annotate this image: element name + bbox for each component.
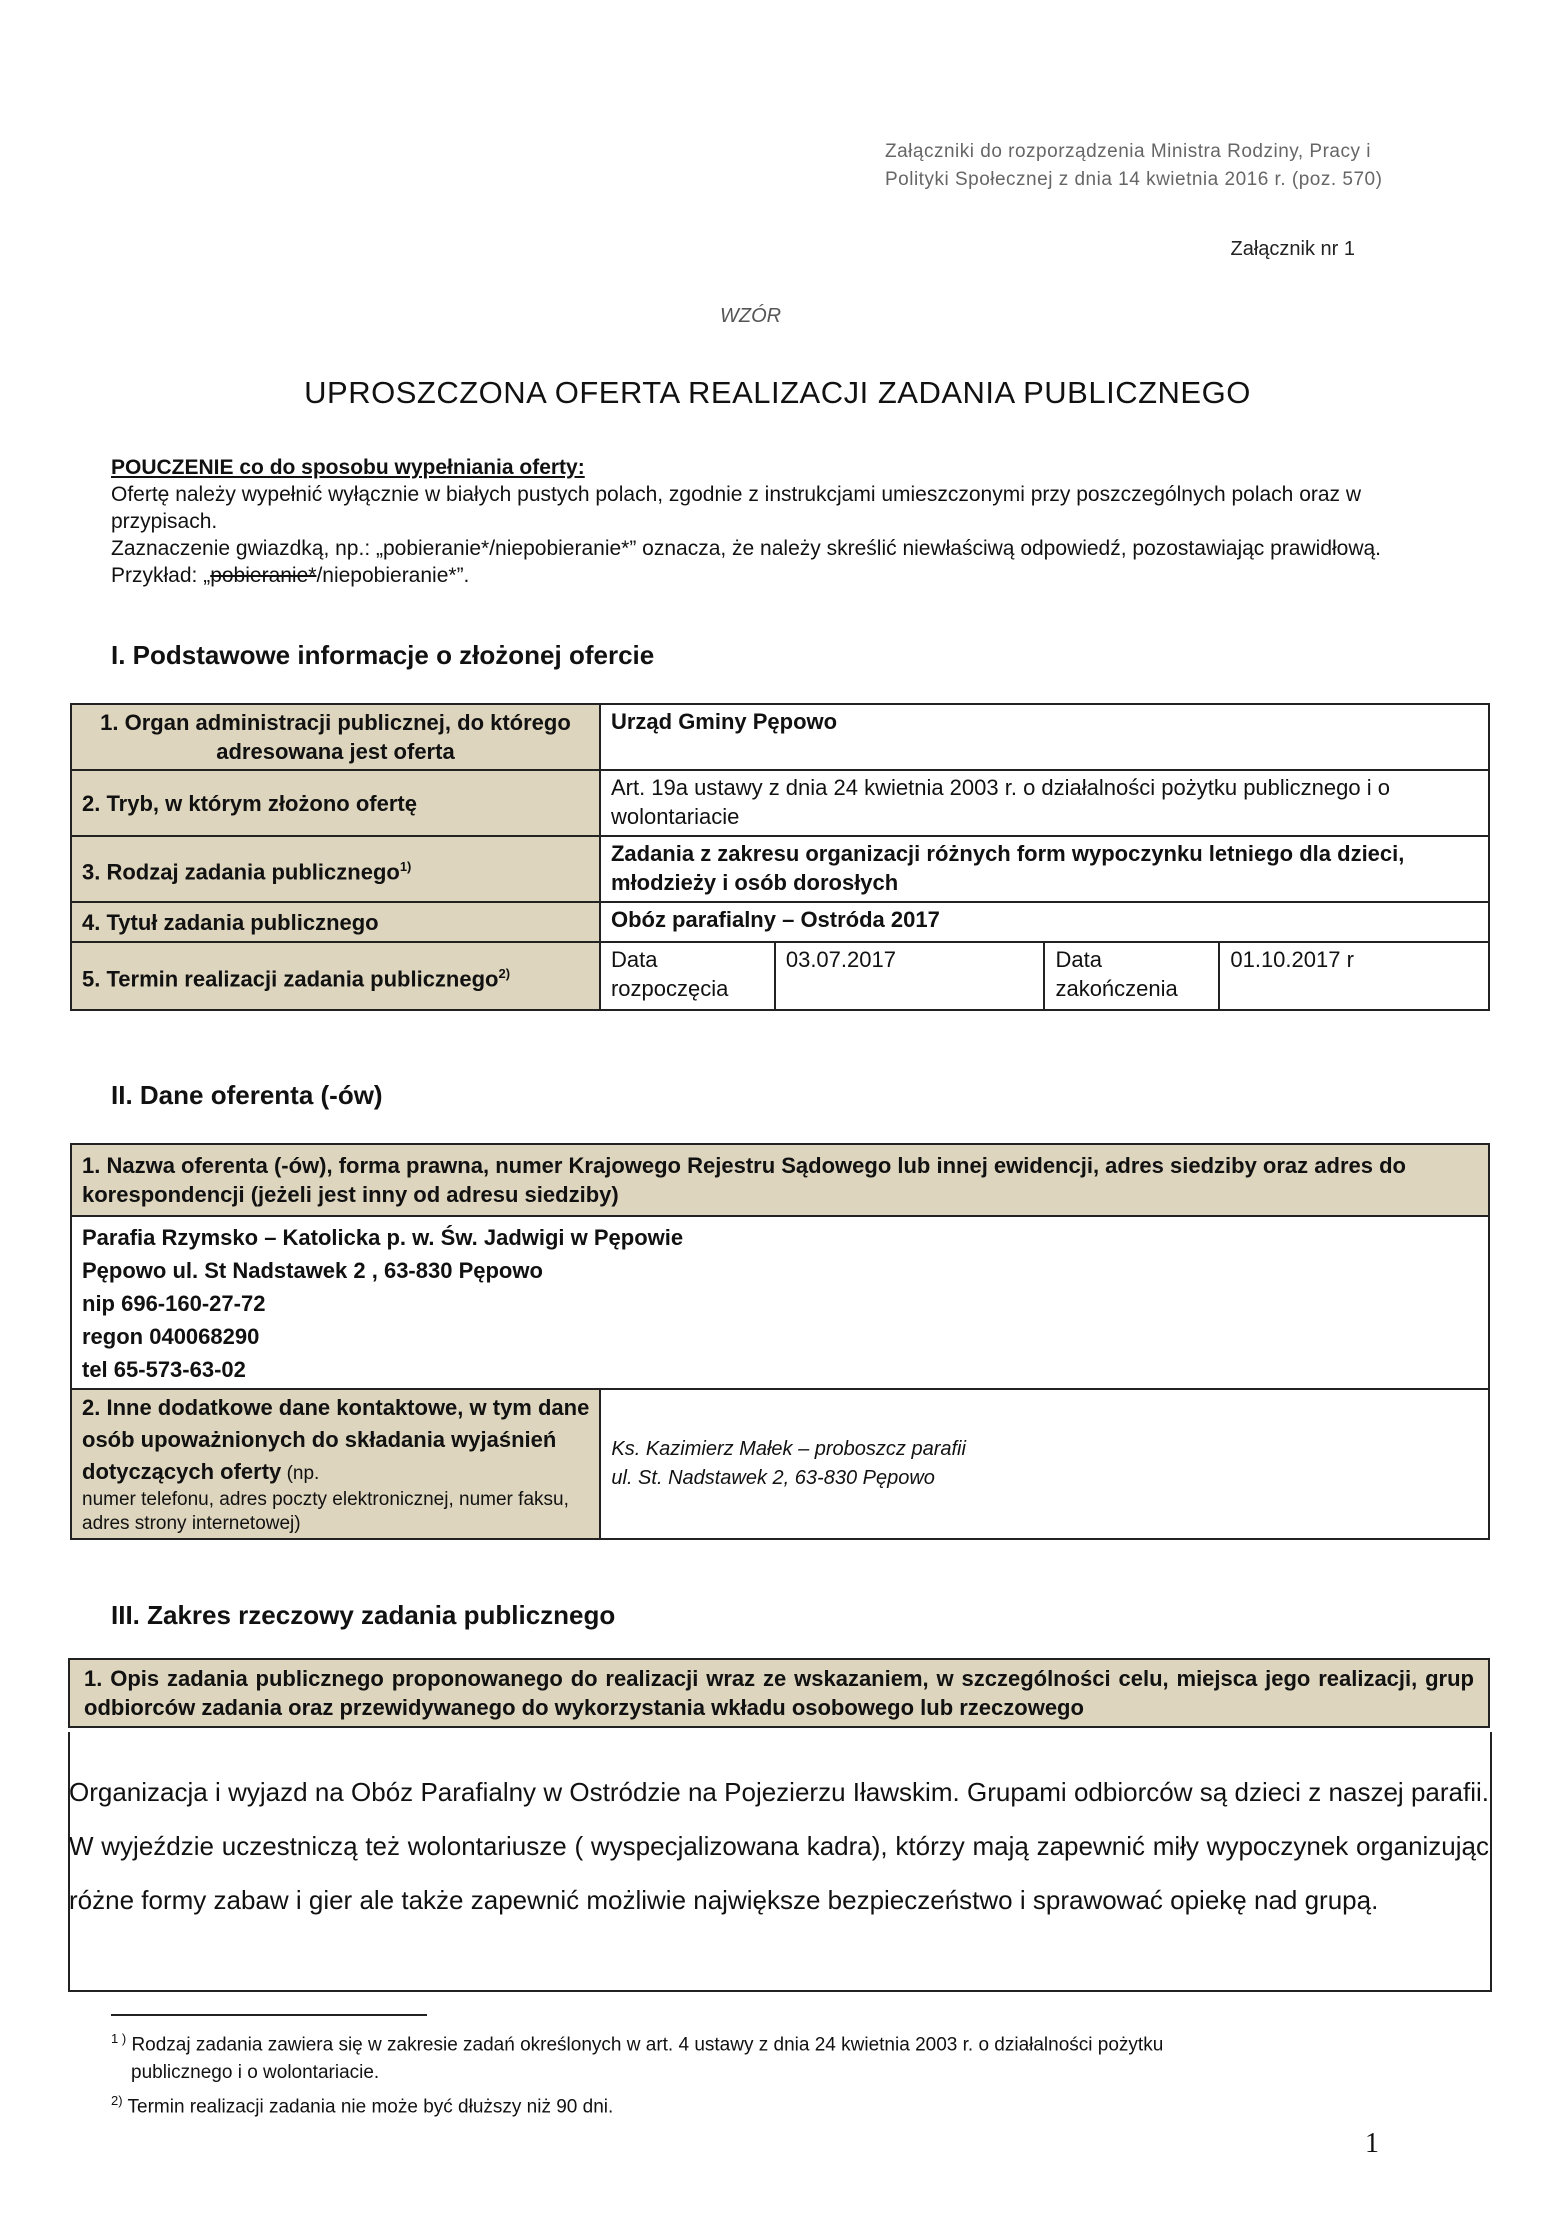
organ-value[interactable]: Urząd Gminy Pępowo [600,704,1489,770]
table-row [71,1389,1489,1539]
start-date-value[interactable]: 03.07.2017 [775,942,1045,1010]
strikethrough-example: pobieranie* [210,564,317,587]
page-number: 1 [1365,2128,1379,2159]
offerer-name-label: 1. Nazwa oferenta (-ów), forma prawna, numer Krajowego Rejestru Sądowego lub innej ewidencji, adres siedziby oraz adres do korespondencji (jeżeli jest inny od adresu siedziby) [71,1144,1489,1216]
description-label: 1. Opis zadania publicznego proponowanego do realizacji wraz ze wskazaniem, w szczególności celu, miejsca jego realizacji, grup odbiorców zadania oraz przewidywanego do wykorzystania wkładu osobowego lub rzeczowego [69,1659,1489,1727]
footnote-1-cont: publicznego i o wolontariacie. [131,2062,380,2084]
document-title: UPROSZCZONA OFERTA REALIZACJI ZADANIA PUBLICZNEGO [304,375,1251,410]
offerer-table [70,1143,1490,1540]
table-row [71,1216,1489,1389]
offerer-nip: nip 696-160-27-72 [82,1291,266,1316]
table-row [71,836,1489,902]
start-date-label: Data rozpoczęcia [600,942,775,1010]
contact-person: Ks. Kazimierz Małek – proboszcz parafii [611,1438,966,1460]
mode-label: 2. Tryb, w którym złożono ofertę [71,770,600,836]
table-row [71,902,1489,942]
table-row [71,942,1489,1010]
offerer-name: Parafia Rzymsko – Katolicka p. w. Św. Jadwigi w Pępowie [82,1225,684,1250]
contact-address: ul. St. Nadstawek 2, 63-830 Pępowo [611,1467,935,1489]
offerer-details[interactable] [71,1216,1489,1389]
instructions-line1: Ofertę należy wypełnić wyłącznie w białych pustych polach, zgodnie z instrukcjami umieszczonymi przy poszczególnych polach oraz w przypisach. [111,483,1362,533]
offerer-phone: tel 65-573-63-02 [82,1357,246,1382]
contact-label: 2. Inne dodatkowe dane kontaktowe, w tym dane osób upoważnionych do składania wyjaśnień dotyczących oferty (np. numer telefonu, adres poczty elektronicznej, numer faksu, adres strony internetowej) [71,1389,600,1539]
offerer-regon: regon 040068290 [82,1324,260,1349]
footnotes [111,2025,1421,2122]
offerer-address: Pępowo ul. St Nadstawek 2 , 63-830 Pępowo [82,1258,543,1283]
annex-number: Załącznik nr 1 [1230,238,1355,260]
mode-value[interactable]: Art. 19a ustawy z dnia 24 kwietnia 2003 r. o działalności pożytku publicznego i o wolontariacie [600,770,1489,836]
description-text[interactable]: Organizacja i wyjazd na Obóz Parafialny w Ostródzie na Pojezierzu Iławskim. Grupami odbiorców są dzieci z naszej parafii. W wyjeździe uczestniczą też wolontariusze ( wyspecjalizowana kadra), którzy mają zapewnić miły wypoczynek organizując różne formy zabaw i gier ale także zapewnić możliwie największe bezpieczeństwo i sprawować opiekę nad grupą. [69,1777,1489,1915]
task-type-label: 3. Rodzaj zadania publicznego$^{1)}$ [71,836,600,902]
end-date-value[interactable]: 01.10.2017 r [1219,942,1489,1010]
section1-title: I. Podstawowe informacje o złożonej ofercie [111,640,655,670]
footnote-1: $^{1 )}$ Rodzaj zadania zawiera się w zakresie zadań określonych w art. 4 ustawy z dnia 24 kwietnia 2003 r. o działalności pożytku [111,2031,1164,2056]
contact-value[interactable] [600,1389,1489,1539]
section3-title: III. Zakres rzeczowy zadania publicznego [111,1600,616,1630]
instructions-line2: Zaznaczenie gwiazdką, np.: „pobieranie*/niepobieranie*” oznacza, że należy skreślić niewłaściwą odpowiedź, pozostawiając prawidłową. Przykład: „pobieranie*/niepobieranie*”. [111,537,1382,587]
task-title-label: 4. Tytuł zadania publicznego [71,902,600,942]
scope-table [68,1658,1490,1728]
task-type-value[interactable]: Zadania z zakresu organizacji różnych form wypoczynku letniego dla dzieci, młodzieży i osób dorosłych [600,836,1489,902]
section2-title: II. Dane oferenta (-ów) [111,1080,383,1110]
task-title-value[interactable]: Obóz parafialny – Ostróda 2017 [600,902,1489,942]
table-row [71,704,1489,770]
footnote-2: $^{2)}$ Termin realizacji zadania nie może być dłuższy niż 90 dni. [111,2093,614,2118]
basic-info-table [70,703,1490,1011]
term-label: 5. Termin realizacji zadania publicznego$^{2)}$ [71,942,600,1010]
end-date-label: Data zakończenia [1044,942,1219,1010]
organ-label: 1. Organ administracji publicznej, do którego adresowana jest oferta [71,704,600,770]
instructions-heading: POUCZENIE co do sposobu wypełniania oferty: [111,456,585,479]
template-label: WZÓR [720,305,782,327]
footnote-divider [111,2014,427,2016]
regulation-note: Załączniki do rozporządzenia Ministra Rodziny, Pracy i Polityki Społecznej z dnia 14 kwietnia 2016 r. (poz. 570) [885,141,1383,190]
table-row [71,770,1489,836]
instructions [111,454,1401,589]
table-row [69,1659,1489,1727]
table-row [71,1144,1489,1216]
